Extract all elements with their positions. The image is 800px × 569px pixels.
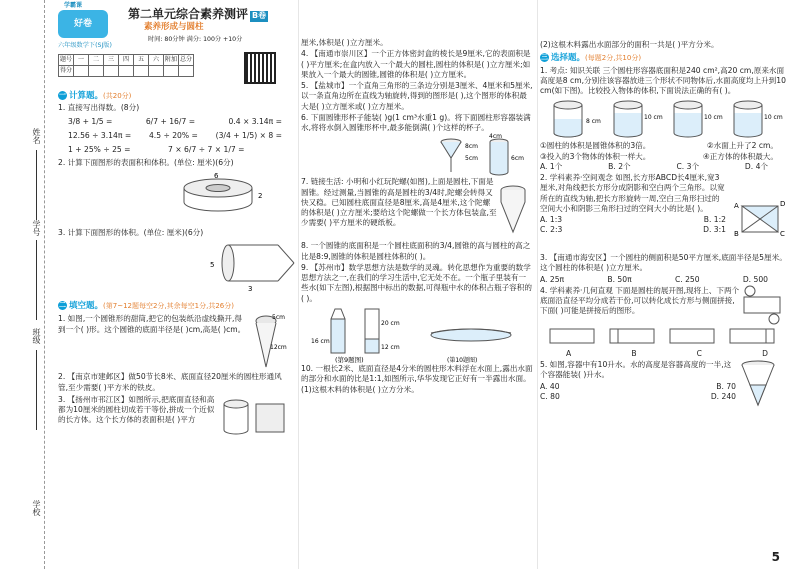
score-header-cell: 五 xyxy=(134,55,149,66)
logo: 学霸课 好卷 xyxy=(58,10,108,38)
s3-q3-options: A. 25π B. 50π C. 250 D. 500 xyxy=(540,274,768,284)
score-input-cell[interactable] xyxy=(89,66,104,77)
score-header-cell: 三 xyxy=(104,55,119,66)
time-info: 时间: 80分钟 满分: 100分 +10分 xyxy=(148,36,243,43)
s2-q1-block xyxy=(58,313,290,371)
svg-text:6: 6 xyxy=(214,171,219,180)
svg-text:B: B xyxy=(734,230,739,239)
s2-q6: 6. 下面圆锥形杯子能装( )g(1 cm³水重1 g)。将下面圆柱形容器装满水,将将水倒入圆锥形杯中,最多能倒满( )个这样的杯子。 xyxy=(301,112,531,132)
cylinder-cut-figure xyxy=(218,394,288,438)
rectangle-abcd-figure xyxy=(726,172,786,252)
svg-text:(第10题图): (第10题图) xyxy=(447,356,478,364)
s2-q4: 4. 【南通市崇川区】一个正方体密封盒的棱长是9厘米,它的表面积是( )平方厘米;在盒内放入一个最大的圆柱,圆柱的体积是( )立方厘米;如果放入一个最大的圆锥,圆锥的体积是( )立方厘米。 xyxy=(301,49,531,79)
spinning-top-figure xyxy=(497,176,531,240)
s3-q1-options xyxy=(540,162,788,172)
number-label: 学号 xyxy=(32,220,41,236)
svg-text:5cm: 5cm xyxy=(272,314,285,322)
score-input-cell[interactable] xyxy=(104,66,119,77)
s2-q10-2: (2)这根木料露出水面部分的面积一共是( )平方分米。 xyxy=(540,40,719,49)
bottle-figures xyxy=(301,305,533,363)
column-3 xyxy=(537,0,788,569)
svg-text:8 cm: 8 cm xyxy=(586,118,601,126)
s2-q5: 5. 【盐城市】一个直角三角形的三条边分别是3厘米、4厘米和5厘米,以一条直角边所在直线为轴旋转,得到的图形是( ),这个图形的体积最大是( )立方厘米或( )立方厘米。 xyxy=(301,81,533,111)
score-header-cell: 一 xyxy=(74,55,89,66)
svg-text:2: 2 xyxy=(258,191,263,200)
s2-q8: 8. 一个圆锥的底面积是一个圆柱底面积的3/4,圆锥的高与圆柱的高之比是8:9,圆锥的体积是圆柱体积的( )。 xyxy=(301,241,531,261)
option-c[interactable]: C. 3个 xyxy=(676,161,700,171)
version-badge: B卷 xyxy=(252,11,267,20)
cone-container-figure xyxy=(736,359,780,409)
svg-text:10 cm: 10 cm xyxy=(644,114,663,122)
option-b[interactable]: B. 2个 xyxy=(608,161,631,171)
cylinder-cone-figure xyxy=(58,239,290,293)
svg-text:10 cm: 10 cm xyxy=(704,114,723,122)
s3-q2-block xyxy=(540,172,788,252)
test-title: 第二单元综合素养测评 B卷 xyxy=(128,7,267,21)
svg-text:6cm: 6cm xyxy=(511,155,524,163)
score-input-cell[interactable] xyxy=(179,66,194,77)
grade-tag: 六年级数学下(SJ版) xyxy=(58,42,112,49)
column-2 xyxy=(298,0,533,569)
s3-q2: 2. 学科素养·空间观念 如图,长方形ABCD长4厘米,宽3厘米,对角线把长方形分成阴影和空白两个三角形。以宽所在的直线为轴,把长方形旋转一周,空白三角形扫过的空间大小和阴影三角形扫过的空间大小的比是( )。 xyxy=(540,173,725,213)
statements-row-2: ③投入的3个物体的体积一样大。 ④正方体的体积最大。 xyxy=(540,151,778,161)
s2-q10-1: (1)这根木料的体积是( )立方分米。 xyxy=(301,385,419,395)
ring-cylinder-figure xyxy=(58,170,290,220)
s3-q4: 4. 学科素养·几何直观 下面是圆柱的展开图,现将上、下两个底面沿直径平均分成若干份,可以转化成长方形与侧面拼接,下面( )可能是拼接后的图形。 xyxy=(540,285,740,316)
class-label: 班级 xyxy=(32,328,41,344)
name-line[interactable] xyxy=(36,150,37,220)
score-header-cell: 题号 xyxy=(59,55,74,66)
s1-q1: 1. 直接写出得数。(8分) xyxy=(58,103,140,113)
s2-q1: 1. 如图,一个圆锥形的甜筒,把它的包装纸沿虚线撕开,得到一个( )形。这个圆锥的底面半径是( )cm,高是( )cm。 xyxy=(58,314,246,334)
qr-code-icon xyxy=(244,52,276,84)
score-header-cell: 附加 xyxy=(164,55,179,66)
score-header-cell: 四 xyxy=(119,55,134,66)
s3-q4-options: A B C D xyxy=(566,348,768,358)
number-line[interactable] xyxy=(36,240,37,320)
section-2-heading: 二 填空题。(第7~12题每空2分,其余每空1分,共26分) xyxy=(59,300,234,311)
containers-figure xyxy=(540,97,788,141)
svg-text:4cm: 4cm xyxy=(489,133,502,141)
svg-text:5cm: 5cm xyxy=(465,155,478,163)
svg-text:20 cm: 20 cm xyxy=(381,319,400,327)
svg-text:(第9题图): (第9题图) xyxy=(335,355,364,364)
score-input-cell[interactable] xyxy=(149,66,164,77)
svg-text:A: A xyxy=(734,202,739,211)
score-input-cell[interactable] xyxy=(74,66,89,77)
score-table xyxy=(58,54,194,77)
svg-text:12cm: 12cm xyxy=(270,344,287,352)
score-input-cell[interactable] xyxy=(164,66,179,77)
section-3-heading: 三 选择题。(每题2分,共10分) xyxy=(541,53,642,64)
s3-q5-options-2: C. 80 D. 240 xyxy=(540,391,736,401)
school-label: 学校 xyxy=(32,500,41,516)
s2-q3: 3. 【扬州市邗江区】如图所示,把底面直径和高都为10厘米的圆柱切成若干等份,拼成一个近似的长方体。这个长方体的表面积是( )平方 xyxy=(58,394,215,425)
calc-row-1: 3/8 + 1/5 = 6/7 + 16/7 = 0.4 × 3.14π = xyxy=(68,116,282,126)
s3-q3: 3. 【南通市海安区】一个圆柱的侧面积是50平方厘米,底面半径是5厘米。这个圆柱的体积是( )立方厘米。 xyxy=(540,253,787,273)
score-input-cell[interactable] xyxy=(134,66,149,77)
statements-row-1: ①圆柱的体积是圆锥体积的3倍。 ②水面上升了2 cm。 xyxy=(540,141,778,151)
topic: 素养形成与圆柱 xyxy=(144,22,204,32)
s3-q2-options-2: C. 2:3 D. 3:1 xyxy=(540,225,726,235)
svg-text:12 cm: 12 cm xyxy=(381,343,400,351)
s1-q3: 3. 计算下面图形的体积。(单位: 厘米)(6分) xyxy=(58,227,204,237)
s3-q1: 1. 考点: 知识关联 三个圆柱形容器底面积是240 cm²,高20 cm,原来水面高度是8 cm,分别往该容器放进三个形状不同物体后,水面高度均上升到10 cm(如下图)。比较投入物体的体积,下面说法正确的有( )。 xyxy=(540,65,786,96)
option-a[interactable]: A. 1个 xyxy=(540,161,563,171)
svg-text:C: C xyxy=(780,230,785,239)
cylinder-net-figure xyxy=(740,285,784,325)
binding-margin xyxy=(0,0,45,569)
score-input-cell[interactable] xyxy=(119,66,134,77)
s3-q4-block xyxy=(540,285,788,325)
header xyxy=(58,0,290,88)
s2-q3-block xyxy=(58,394,290,438)
s2-q2: 2. 【南京市建邺区】做50节长8米、底面直径20厘米的圆柱形通风管,至少需要( )平方米的铁皮。 xyxy=(58,372,282,392)
s2-q7: 7. 链接生活: 小明和小红玩陀螺(如图),上面是圆柱,下面是圆锥。经过测量,当圆锥的高是圆柱的3/4时,陀螺会转得又快又稳。已知圆柱底面直径是8厘米,高是4厘米,这个陀螺的体积是( )立方厘米;要给这个陀螺做一个长方体包装盒,至少需要( )平方厘米的硬纸板。 xyxy=(301,177,497,228)
s2-q9: 9. 【苏州市】数学思想方法是数学的灵魂。转化思想作为重要的数学思想方法之一,在我们的学习生活中,它无处不在。一个瓶子里装有一些水(如下左图),根据图中标出的数据,可得瓶中水的体积占瓶子容积的( )。 xyxy=(301,262,532,303)
class-line[interactable] xyxy=(36,350,37,430)
svg-text:10 cm: 10 cm xyxy=(764,114,783,122)
net-option-figures xyxy=(540,325,788,349)
svg-text:8cm: 8cm xyxy=(465,143,478,151)
score-header-cell: 二 xyxy=(89,55,104,66)
svg-text:5: 5 xyxy=(210,260,215,269)
s1-q2: 2. 计算下面图形的表面积和体积。(单位: 厘米)(6分) xyxy=(58,158,234,168)
score-header-cell: 总分 xyxy=(179,55,194,66)
svg-text:D: D xyxy=(780,200,786,209)
s3-q2-options-1: A. 1:3 B. 1:2 xyxy=(540,215,726,225)
option-d[interactable]: D. 4个 xyxy=(744,161,768,171)
section-1-heading: 一 计算题。(共20分) xyxy=(59,91,132,101)
s3-q5: 5. 如图,容器中有10升水。水的高度是容器高度的一半,这个容器能装( )升水。 xyxy=(540,360,732,380)
cone-icecream-figure xyxy=(248,313,288,371)
cone-cup-figure xyxy=(301,134,533,176)
s2-q3-cont: 厘米,体积是( )立方厘米。 xyxy=(301,38,388,47)
s3-q5-options-1: A. 40 B. 70 xyxy=(540,381,736,391)
calc-row-3: 1 + 25% ÷ 25 = 7 × 6/7 ÷ 7 × 1/7 = xyxy=(68,145,245,155)
s2-q7-block xyxy=(301,176,533,240)
name-label: 姓名 xyxy=(32,128,41,144)
score-header-cell: 六 xyxy=(149,55,164,66)
score-label-cell: 得分 xyxy=(59,66,74,77)
column-1 xyxy=(58,0,290,569)
s2-q10: 10. 一根长2米、底面直径是4分米的圆柱形木料浮在水面上,露出水面的部分和水面的比是1:1,如图所示,华华发现它正好有一半露出水面。 xyxy=(301,363,533,383)
s3-q5-block xyxy=(540,359,788,409)
calc-row-2: 12.56 ÷ 3.14π = 4.5 ÷ 20% = (3/4 + 1/5) × 8 = xyxy=(68,130,282,140)
svg-text:3: 3 xyxy=(248,284,253,293)
page-number: 5 xyxy=(771,549,780,564)
svg-text:16 cm: 16 cm xyxy=(311,337,330,345)
